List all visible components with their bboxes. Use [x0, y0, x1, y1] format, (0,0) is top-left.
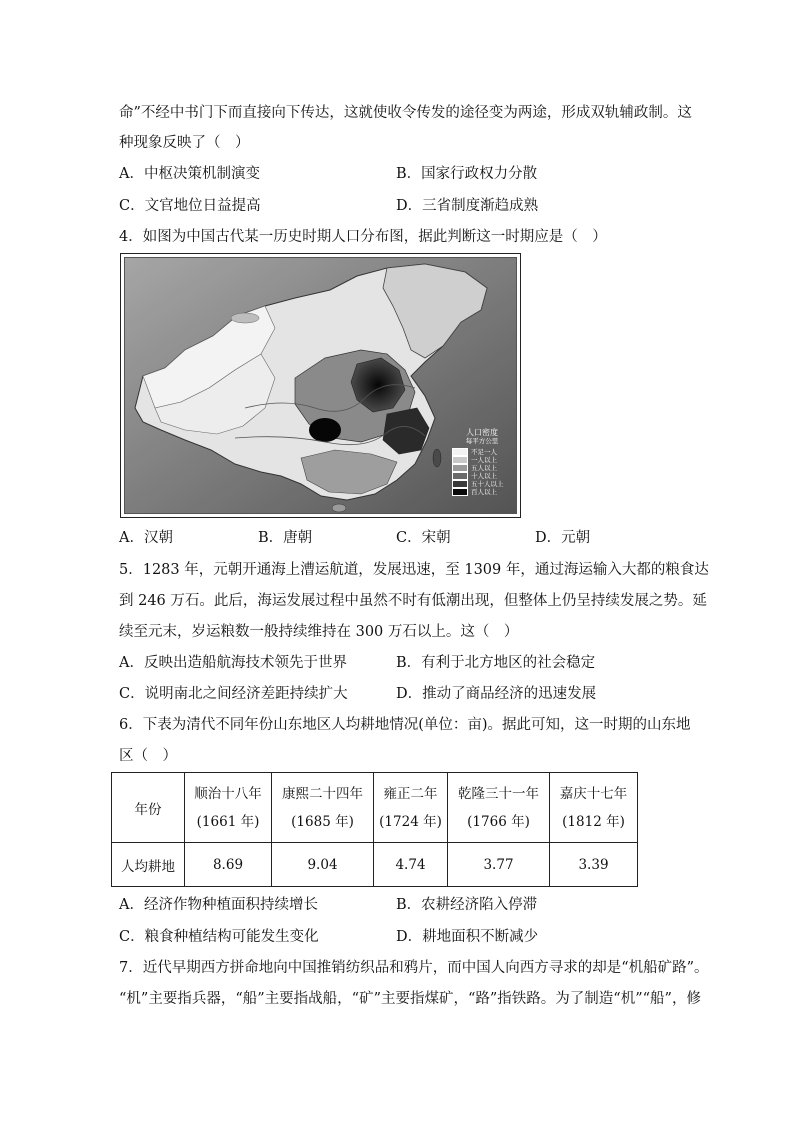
q5-option-b: B．有利于北方地区的社会稳定	[396, 655, 596, 671]
legend-item	[452, 448, 512, 456]
legend-item	[452, 488, 512, 496]
table-header-cell	[374, 773, 448, 843]
year: (1812 年)	[562, 813, 625, 830]
era: 康熙二十四年	[282, 785, 363, 802]
legend-label: 一人以上	[471, 456, 497, 464]
q5-stem-line3: 续至元末，岁运粮数一般持续维持在 300 万石以上。这（ ）	[119, 624, 519, 640]
q3-stem-line2: 种现象反映了（ ）	[119, 135, 250, 151]
legend-label: 十人以上	[471, 472, 497, 480]
q5-stem-line2: 到 246 万石。此后，海运发展过程中虽然不时有低潮出现，但整体上仍呈持续发展之势。延	[119, 593, 707, 609]
year: (1685 年)	[291, 813, 354, 830]
legend-subtitle: 每平方公里	[465, 437, 499, 445]
q3-option-d: D．三省制度渐趋成熟	[396, 198, 539, 214]
legend-label: 五十人以上	[471, 480, 504, 488]
legend-item	[452, 472, 512, 480]
legend-swatch	[452, 480, 468, 488]
table-cell: 3.77	[448, 843, 550, 887]
year: (1724 年)	[379, 813, 442, 830]
q6-option-b: B．农耕经济陷入停滞	[396, 897, 538, 913]
q7-stem-line2: “机”主要指兵器，“船”主要指战船，“矿”主要指煤矿，“路”指铁路。为了制造“机”“船”，修	[119, 991, 701, 1007]
q3-stem-line1: 命”不经中书门下而直接向下传达，这就使收令传发的途径变为两途，形成双轨辅政制。这	[119, 105, 692, 121]
farmland-table	[111, 772, 638, 887]
q3-option-c: C．文官地位日益提高	[119, 198, 261, 214]
table-header-row	[112, 773, 638, 843]
q3-option-a: A．中枢决策机制演变	[119, 166, 260, 182]
q6-stem-line1: 6．下表为清代不同年份山东地区人均耕地情况(单位：亩)。据此可知，这一时期的山东地	[119, 717, 691, 733]
legend-item	[452, 464, 512, 472]
table-cell: 8.69	[185, 843, 272, 887]
table-cell: 3.39	[550, 843, 638, 887]
q5-option-a: A．反映出造船航海技术领先于世界	[119, 655, 347, 671]
legend-item	[452, 480, 512, 488]
q5-stem-line1: 5．1283 年，元朝开通海上漕运航道，发展迅速，至 1309 年，通过海运输入大都的粮食达	[119, 562, 709, 578]
legend-label: 不足一人	[471, 448, 497, 456]
legend-item	[452, 456, 512, 464]
year: (1661 年)	[196, 813, 260, 830]
legend-swatch	[452, 464, 468, 472]
legend-title: 人口密度	[466, 428, 498, 437]
population-map	[120, 253, 521, 518]
q4-option-c: C．宋朝	[396, 530, 451, 546]
table-row-label: 人均耕地	[112, 843, 185, 887]
q4-stem: 4．如图为中国古代某一历史时期人口分布图，据此判断这一时期应是（ ）	[119, 229, 607, 245]
table-header-label: 年份	[112, 773, 185, 843]
table-cell: 9.04	[272, 843, 374, 887]
era: 乾隆三十一年	[458, 785, 539, 802]
q6-stem-line2: 区（ ）	[119, 748, 177, 764]
q4-option-b: B．唐朝	[258, 530, 313, 546]
q4-option-d: D．元朝	[535, 530, 591, 546]
q6-option-c: C．粮食种植结构可能发生变化	[119, 929, 319, 945]
table-header-cell	[185, 773, 272, 843]
q7-stem-line1: 7．近代早期西方拼命地向中国推销纺织品和鸦片，而中国人向西方寻求的却是“机船矿路”。	[119, 960, 709, 976]
legend-swatch	[452, 488, 468, 496]
map-legend	[452, 429, 512, 496]
legend-label: 百人以上	[471, 488, 497, 496]
year: (1766 年)	[467, 813, 530, 830]
era: 嘉庆十七年	[559, 785, 628, 802]
era: 顺治十八年	[194, 785, 262, 802]
q4-option-a: A．汉朝	[119, 530, 173, 546]
q6-option-d: D．耕地面积不断减少	[396, 929, 539, 945]
legend-swatch	[452, 472, 468, 480]
q6-option-a: A．经济作物种植面积持续增长	[119, 897, 318, 913]
table-row	[112, 843, 638, 887]
table-header-cell	[272, 773, 374, 843]
legend-label: 五人以上	[471, 464, 497, 472]
table-header-cell	[448, 773, 550, 843]
table-cell: 4.74	[374, 843, 448, 887]
q5-option-c: C．说明南北之间经济差距持续扩大	[119, 686, 348, 702]
q3-option-b: B．国家行政权力分散	[396, 166, 538, 182]
legend-swatch	[452, 448, 468, 456]
table-header-cell	[550, 773, 638, 843]
era: 雍正二年	[383, 785, 438, 802]
q5-option-d: D．推动了商品经济的迅速发展	[396, 686, 597, 702]
legend-swatch	[452, 456, 468, 464]
